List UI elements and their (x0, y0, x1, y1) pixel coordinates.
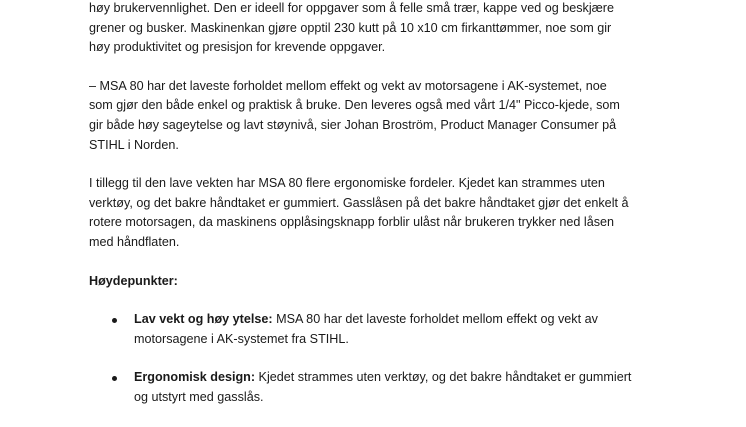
text-line: STIHL i Norden. (89, 137, 179, 152)
text-line: verktøy, og det bakre håndtaket er gummiert. Gasslåsen på det bakre håndtaket gjør det enkelt å (89, 195, 629, 210)
text-line: I tillegg til den lave vekten har MSA 80 flere ergonomiske fordeler. Kjedet kan strammes uten (89, 176, 605, 191)
highlight-text: MSA 80 har det laveste forholdet mellom effekt og vekt av (272, 312, 598, 327)
text-line: med håndflaten. (89, 234, 180, 249)
paragraph-quote (89, 77, 674, 155)
highlight-text: motorsagene i AK-systemet fra STIHL. (134, 331, 349, 346)
list-item (89, 310, 674, 349)
text-line: som gjør den både enkel og praktisk å bruke. Den leveres også med vårt 1/4" Picco-kjede, som (89, 98, 620, 113)
text-line: høy brukervennlighet. Den er ideell for oppgaver som å felle små trær, kappe ved og beskjære (89, 1, 615, 15)
highlights-heading: Høydepunkter: (89, 273, 178, 288)
highlight-title: Lav vekt og høy ytelse: (134, 312, 273, 327)
highlight-title: Ergonomisk design: (134, 370, 256, 385)
text-line: rotere motorsagen, da maskinens opplåsingsknapp forblir ulåst når brukeren trykker ned låsen (89, 215, 615, 230)
highlight-text: Kjedet strammes uten verktøy, og det bakre håndtaket er gummiert (255, 370, 632, 385)
text-line: gir både høy sageytelse og lavt støynivå, sier Johan Broström, Product Manager Consumer på (89, 117, 617, 132)
document-body (89, 0, 674, 427)
highlight-text: og utstyrt med gasslås. (134, 389, 264, 404)
text-line: – MSA 80 har det laveste forholdet mellom effekt og vekt av motorsagene i AK-systemet, noe (89, 78, 607, 93)
bullet-icon (112, 318, 117, 323)
paragraph-ergonomics (89, 174, 674, 252)
paragraph-intro (89, 0, 674, 58)
highlights-list (89, 310, 674, 407)
list-item (89, 368, 674, 407)
text-line: grener og busker. Maskinenkan gjøre opptil 230 kutt på 10 x10 cm firkanttømmer, noe som gir (89, 20, 612, 35)
text-line: høy produktivitet og presisjon for krevende oppgaver. (89, 40, 386, 55)
bullet-icon (112, 376, 117, 381)
